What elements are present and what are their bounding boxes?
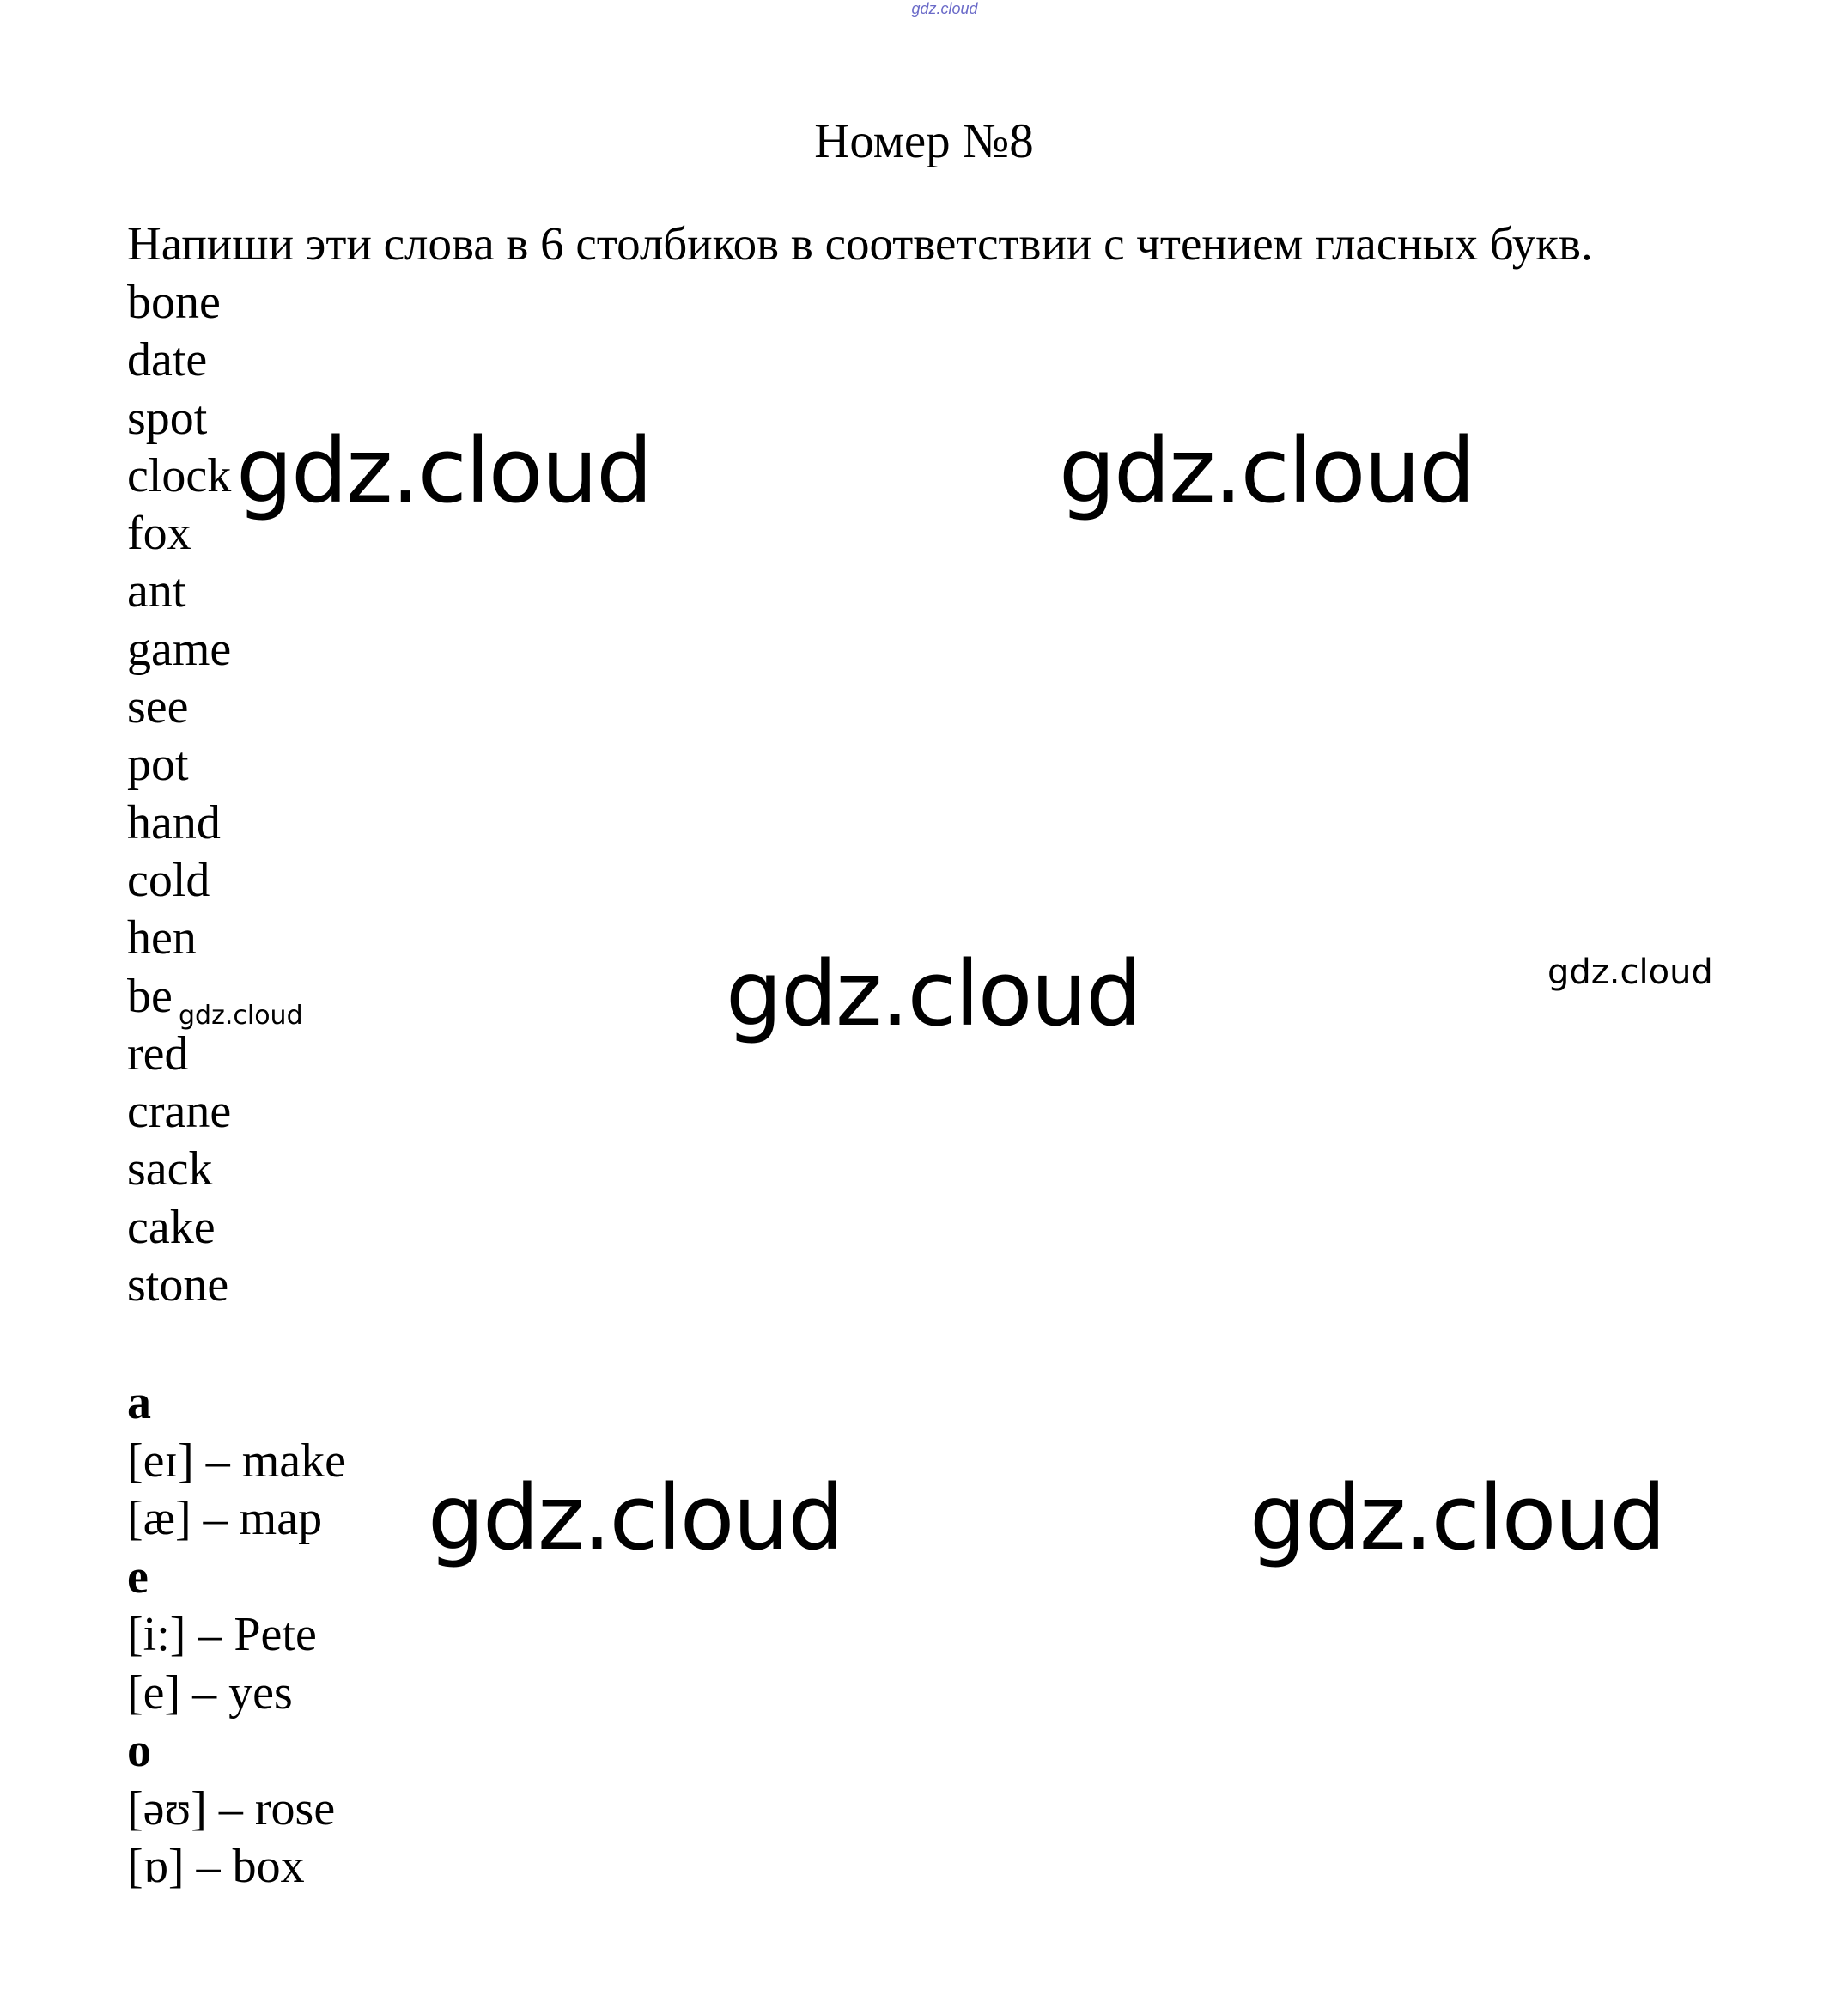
word-item: clock [127,448,232,502]
sound-example: [æ] – map [127,1492,323,1545]
sound-example: [ɒ] – box [127,1840,305,1893]
word-list [127,274,231,1314]
word-item: see [127,680,189,734]
watermark: gdz.cloud [236,418,652,523]
sound-example: [e] – yes [127,1665,293,1720]
vowel-heading-e: e [127,1550,149,1604]
word-item: be [127,969,173,1023]
page-title: Номер №8 [814,114,1034,168]
word-item: stone [127,1258,229,1312]
word-item: hen [127,911,197,965]
word-item: crane [127,1085,232,1139]
word-item: cold [127,853,210,907]
watermark: gdz.cloud [726,941,1141,1046]
task-instruction: Напиши эти слова в 6 столбиков в соответствии с чтением гласных букв. [127,217,1593,270]
vowel-heading-o: o [127,1724,151,1777]
word-item: fox [127,507,191,561]
watermark: gdz.cloud [428,1465,843,1570]
word-item: sack [127,1142,213,1196]
sound-example: [əʊ] – rose [127,1781,336,1836]
word-item: hand [127,795,221,849]
word-item: game [127,622,232,676]
watermark: gdz.cloud [1547,953,1713,992]
watermark: gdz.cloud [179,1001,303,1031]
vowel-heading-a: a [127,1376,151,1429]
word-item: red [127,1026,189,1081]
word-item: spot [127,391,208,445]
answer-section [127,1374,346,1897]
sound-example: [eɪ] – make [127,1434,346,1488]
watermark: gdz.cloud [1059,418,1474,523]
word-item: pot [127,738,189,792]
watermark-top: gdz.cloud [911,0,978,17]
sound-example: [i:] – Pete [127,1608,317,1661]
word-item: date [127,333,208,387]
watermark: gdz.cloud [1249,1465,1665,1570]
word-item: cake [127,1200,216,1254]
word-item: bone [127,276,221,329]
word-item: ant [127,564,186,618]
